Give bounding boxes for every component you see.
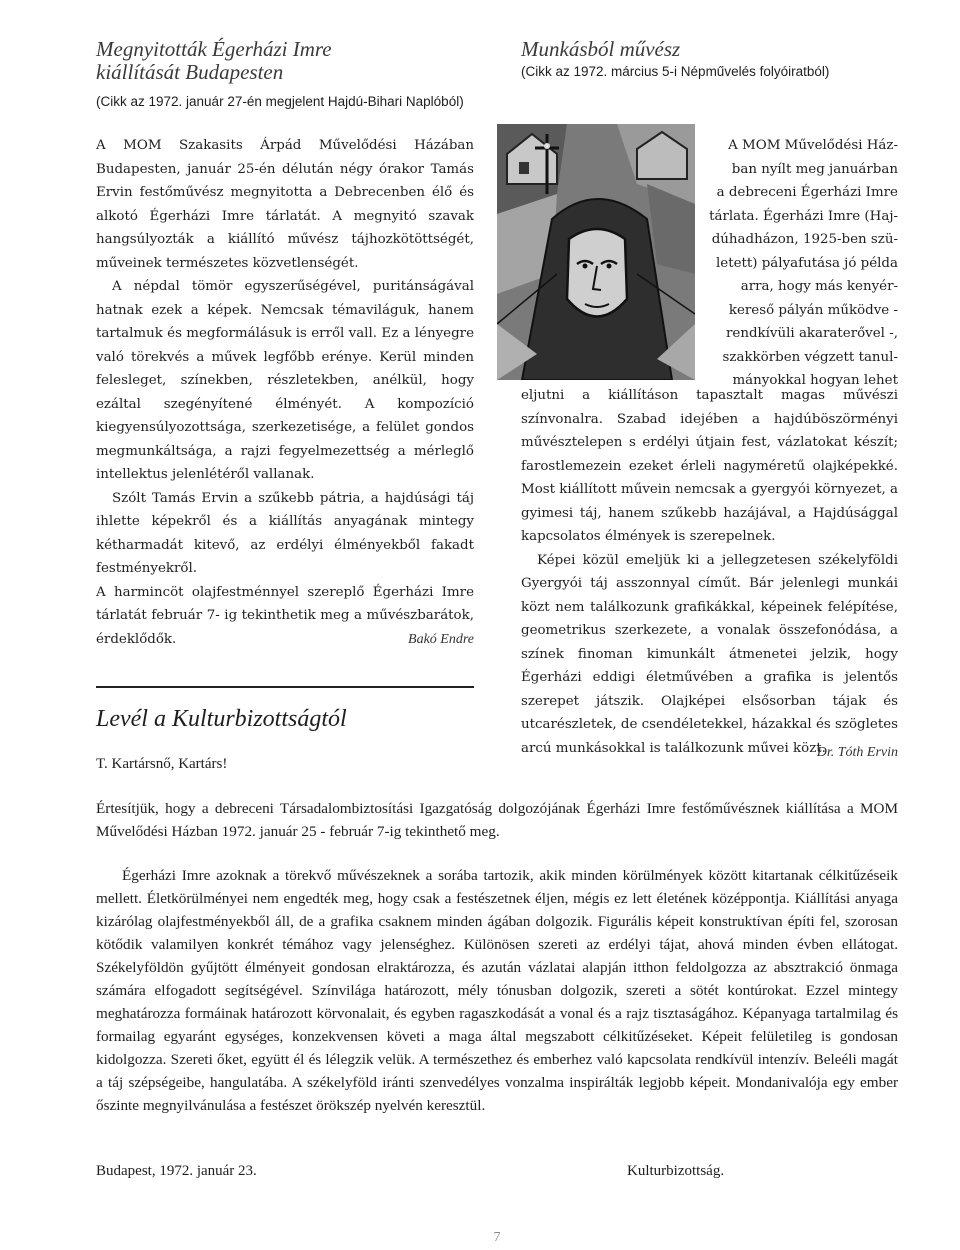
- painting-image: [497, 124, 695, 380]
- left-title-line-2: kiállítását Budapesten: [96, 60, 284, 84]
- wrap-line: ban nyílt meg januárban: [731, 161, 898, 177]
- letter-salutation: T. Kartársnő, Kartárs!: [96, 756, 228, 772]
- wrap-line: A MOM Művelődési Ház-: [728, 138, 898, 153]
- right-signature: Dr. Tóth Ervin: [816, 745, 898, 760]
- wrap-line: mányokkal hogyan lehet: [732, 373, 898, 388]
- wrap-line: kereső pályán működve -: [728, 302, 898, 318]
- letter-sender: Kulturbizottság.: [627, 1163, 725, 1179]
- letter-place-date: Budapest, 1972. január 23.: [96, 1163, 257, 1179]
- letter-title: Levél a Kulturbizottságtól: [96, 706, 347, 732]
- left-signature: Bakó Endre: [408, 632, 474, 647]
- wrap-line: szakkörben végzett tanul-: [722, 349, 898, 365]
- right-article-body: [521, 384, 898, 760]
- wrap-line: a debreceni Égerházi Imre: [716, 185, 898, 200]
- right-article-source: (Cikk az 1972. március 5-i Népművelés folyóiratból): [521, 64, 830, 79]
- wrap-line: tárlata. Égerházi Imre (Haj-: [709, 208, 898, 224]
- right-wrap-text: [709, 134, 898, 393]
- letter-body: Égerházi Imre azoknak a törekvő művészeknek a sorába tartozik, akik minden körülmények között kitartanak célkitűzéseik mellett. Életkörülményei nem engedték meg, hogy csak a festészetnek éljen, mégis ez lett életének középpontja. Kiállítási anyaga kizárólag olajfestményekből áll, de a grafika csaknem minden ágában dolgozik. Figurális képeit konstruktívan építi fel, szorosan kötődik valamilyen konkrét témához vagy jelenséghez. Különösen szereti az erdélyi tájat, ahová minden évben ellátogat. Székelyföldön gyűjtött élményeit gondosan elraktározza, és azután vázlatai alapján itthon feldolgozza az absztrakció önmaga számára elfogadott segítségével. Színvilága határozott, mély tónusban dolgozik, szereti a sötét kontúrokat. Ezzel mintegy meghatározza formáinak határozott körvonalait, és egyben ragaszkodását a vonal és a rajz tisztaságához. Képanyaga tartalmilag és formailag egyaránt egységes, konzekvensen követi a maga által megszabott célkitűzéseket. Képeit felületileg is gondosan kidolgozza. Szereti őket, együtt él és lélegzik velük. A természethez és emberhez való kapcsolata rendkívül intenzív. Beleéli magát a táj szépségeibe, hangulatába. A székelyföld iránti szenvedélyes vonzalma inspirálták legjobb képeit. Mondanivalója egy ember őszinte megnyilvánulása a festészet örökszép nyelvén keresztül.: [96, 867, 898, 1114]
- right-article-title: Munkásból művész: [521, 37, 681, 61]
- page-number: 7: [493, 1230, 501, 1245]
- section-divider: [96, 686, 474, 688]
- left-article-title: [96, 38, 496, 84]
- left-article-source: (Cikk az 1972. január 27-én megjelent Hajdú-Bihari Naplóból): [96, 94, 464, 109]
- left-title-line-1: Megnyitották Égerházi Imre: [96, 37, 332, 61]
- wrap-line: rendkívüli akaraterővel -,: [726, 326, 898, 341]
- right-paragraph-2: Képei közül emeljük ki a jellegzetesen székelyföldi Gyergyói táj asszonnyal címűt. Bár jelenlegi munkái közt nem találkozunk grafikákkal, képeinek felépítése, geometrikus szerkezete, a vonalak összefonódása, a színek finoman kimunkált átmenetei jelzik, hogy Égerházi eddigi életművében a grafika is jelentős szerepet játszik. Olajképei elsősorban tájak és utcarészletek, de csendéletekkel, házakkal és szögletes arcú munkásokkal is találkozunk művei közt.: [521, 552, 898, 756]
- wrap-line: arra, hogy más kenyér-: [740, 279, 898, 294]
- painting-svg: [497, 124, 695, 380]
- letter-intro: Értesítjük, hogy a debreceni Társadalombiztosítási Igazgatóság dolgozójának Égerházi Imre festőművésznek kiállítása a MOM Művelődési Házban 1972. január 25 - február 7-ig tekinthető meg.: [96, 800, 898, 840]
- left-paragraph-2: A népdal tömör egyszerűségével, puritánságával hatnak ezek a képek. Nemcsak témaviláguk, hanem tartalmuk és megformálásuk is erről vall. Ez a lényegre való törekvés a művek legfőbb erénye. Kerül minden felesleget, színekben, részletekben, anélkül, hogy ezáltal szegényítené élményét. A kompozíció kiegyensúlyozottsága, szerkezetisége, a felület gondos megmunkáltsága, a rajzi fegyelmezettség a mérleglő intellektus jelenlétéről vallanak.: [96, 279, 474, 482]
- wrap-line: letett) pályafutása jó példa: [715, 255, 898, 271]
- right-paragraph-1: eljutni a kiállításon tapasztalt magas művészi színvonalra. Szabad idejében a hajdúböszörményi művésztelepen s erdélyi útjain fest, vázlatokat készít; farostlemezein ezeket érleli nagyméretű olajképekké. Most kiállított művein nemcsak a gyergyói környezet, a gyimesi táj, hanem szűkebb hazájával, a Hajdúsággal kapcsolatos élmények is szerepelnek.: [521, 388, 898, 544]
- left-article-body: [96, 134, 474, 651]
- wrap-line: dúhadházon, 1925-ben szü-: [711, 232, 898, 247]
- left-paragraph-3: Szólt Tamás Ervin a szűkebb pátria, a hajdúsági táj ihlette képekről és a kiállítás anyagának mintegy kétharmadát kitevő, az erdélyi élményekből fakadt festményekről.: [96, 490, 474, 576]
- left-paragraph-4: A harmincöt olajfestménnyel szereplő Égerházi Imre tárlatát február 7- ig tekinthetik meg a művészbarátok, érdeklődők.: [96, 584, 474, 647]
- left-paragraph-1: A MOM Szakasits Árpád Művelődési Házában Budapesten, január 25-én délután négy órakor Tamás Ervin festőművész megnyitotta a Debrecenben élő és alkotó Égerházi Imre tárlatát. A megnyitó szavak hangsúlyozták a kiállító művész tájhozkötöttségét, műveinek természetes közvetlenségét.: [96, 138, 474, 271]
